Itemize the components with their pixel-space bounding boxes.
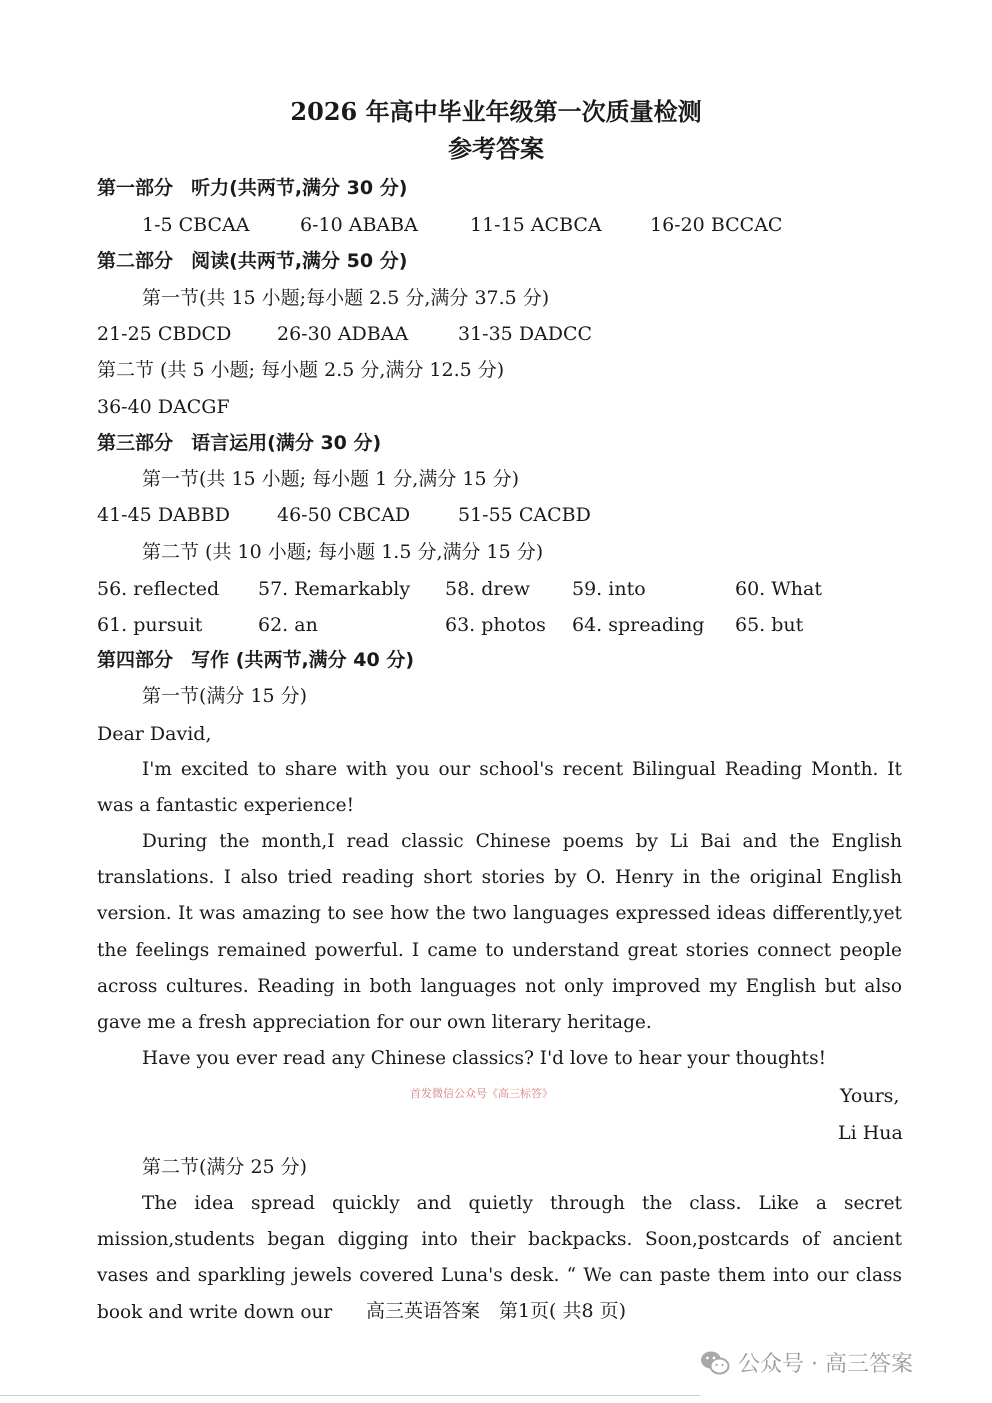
part3-section1: 第一节(共 15 小题; 每小题 1 分,满分 15 分) [142, 468, 519, 490]
fill-answer: 57. Remarkably [258, 578, 411, 600]
fill-answer: 62. an [258, 614, 318, 636]
part1-title: 听力(共两节,满分 30 分) [191, 177, 408, 199]
answer-group: 51-55 CACBD [458, 504, 591, 526]
story-text: The idea spread quickly and quietly through the class. Like a secret mission,students began digging into their backpacks. Soon,postcards of ancient vases and sparkling jewels covered Luna's desk. “ We can paste them into our class book and write down our [97, 1193, 902, 1323]
answer-group: 41-45 DABBD [97, 504, 230, 526]
part3-name: 第三部分 [97, 432, 174, 454]
fill-answer: 65. but [735, 614, 804, 636]
part4-name: 第四部分 [97, 649, 174, 671]
page-title: 2026 年高中毕业年级第一次质量检测 [290, 97, 702, 126]
letter-paragraph [97, 824, 902, 1041]
page-footer: 高三英语答案 第1页( 共8 页) [365, 1300, 627, 1322]
part1-heading [97, 176, 407, 200]
part2-section2: 第二节 (共 5 小题; 每小题 2.5 分,满分 12.5 分) [97, 359, 505, 381]
part2-heading [97, 249, 407, 273]
part3-section2: 第二节 (共 10 小题; 每小题 1.5 分,满分 15 分) [142, 541, 544, 563]
wechat-icon [700, 1350, 730, 1376]
part2-section1: 第一节(共 15 小题;每小题 2.5 分,满分 37.5 分) [142, 287, 550, 309]
part2-name: 第二部分 [97, 250, 174, 272]
fill-answer: 59. into [572, 578, 646, 600]
letter-paragraph-text: During the month,I read classic Chinese poems by Li Bai and the English translations. I also tried reading short stories by O. Henry in the original English version. It was amazing to see how the two languages expressed ideas differently,yet the feelings remained powerful. I came to understand great stories connect people across cultures. Reading in both languages not only improved my English but also gave me a fresh appreciation for our own literary heritage. [97, 831, 902, 1034]
part3-heading [97, 431, 381, 455]
page-subtitle: 参考答案 [448, 134, 544, 163]
page-divider [0, 1395, 700, 1396]
watermark-text: 首发微信公众号《高三标答》 [410, 1087, 553, 1100]
answer-group: 26-30 ADBAA [277, 323, 409, 345]
answer-group: 21-25 CBDCD [97, 323, 232, 345]
letter-closing: Yours, [840, 1085, 900, 1107]
fill-answer: 60. What [735, 578, 822, 600]
part2-title: 阅读(共两节,满分 50 分) [191, 250, 408, 272]
part4-heading [97, 648, 414, 672]
letter-paragraph-text: Have you ever read any Chinese classics? I'd love to hear your thoughts! [142, 1048, 827, 1069]
answer-group: 11-15 ACBCA [470, 214, 602, 236]
letter-paragraph [97, 1041, 902, 1077]
part4-section2: 第二节(满分 25 分) [142, 1156, 308, 1178]
fill-answer: 56. reflected [97, 578, 220, 600]
fill-answer: 58. drew [445, 578, 531, 600]
letter-greeting: Dear David, [97, 723, 212, 745]
wechat-account-text: 公众号 · 高三答案 [738, 1352, 913, 1377]
part1-name: 第一部分 [97, 177, 174, 199]
fill-answer: 61. pursuit [97, 614, 203, 636]
part3-title: 语言运用(满分 30 分) [191, 432, 382, 454]
letter-signature: Li Hua [838, 1122, 903, 1144]
answer-group: 6-10 ABABA [300, 214, 418, 236]
answer-group: 16-20 BCCAC [650, 214, 783, 236]
wechat-badge [700, 1347, 913, 1378]
part4-section1: 第一节(满分 15 分) [142, 685, 308, 707]
answer-group: 31-35 DADCC [458, 323, 593, 345]
letter-paragraph [97, 752, 902, 824]
answer-group: 46-50 CBCAD [277, 504, 411, 526]
answer-group: 1-5 CBCAA [142, 214, 250, 236]
answer-group: 36-40 DACGF [97, 396, 230, 418]
letter-paragraph-text: I'm excited to share with you our school's recent Bilingual Reading Month. It was a fantastic experience! [97, 759, 902, 817]
part4-title: 写作 (共两节,满分 40 分) [191, 649, 415, 671]
fill-answer: 64. spreading [572, 614, 705, 636]
fill-answer: 63. photos [445, 614, 546, 636]
